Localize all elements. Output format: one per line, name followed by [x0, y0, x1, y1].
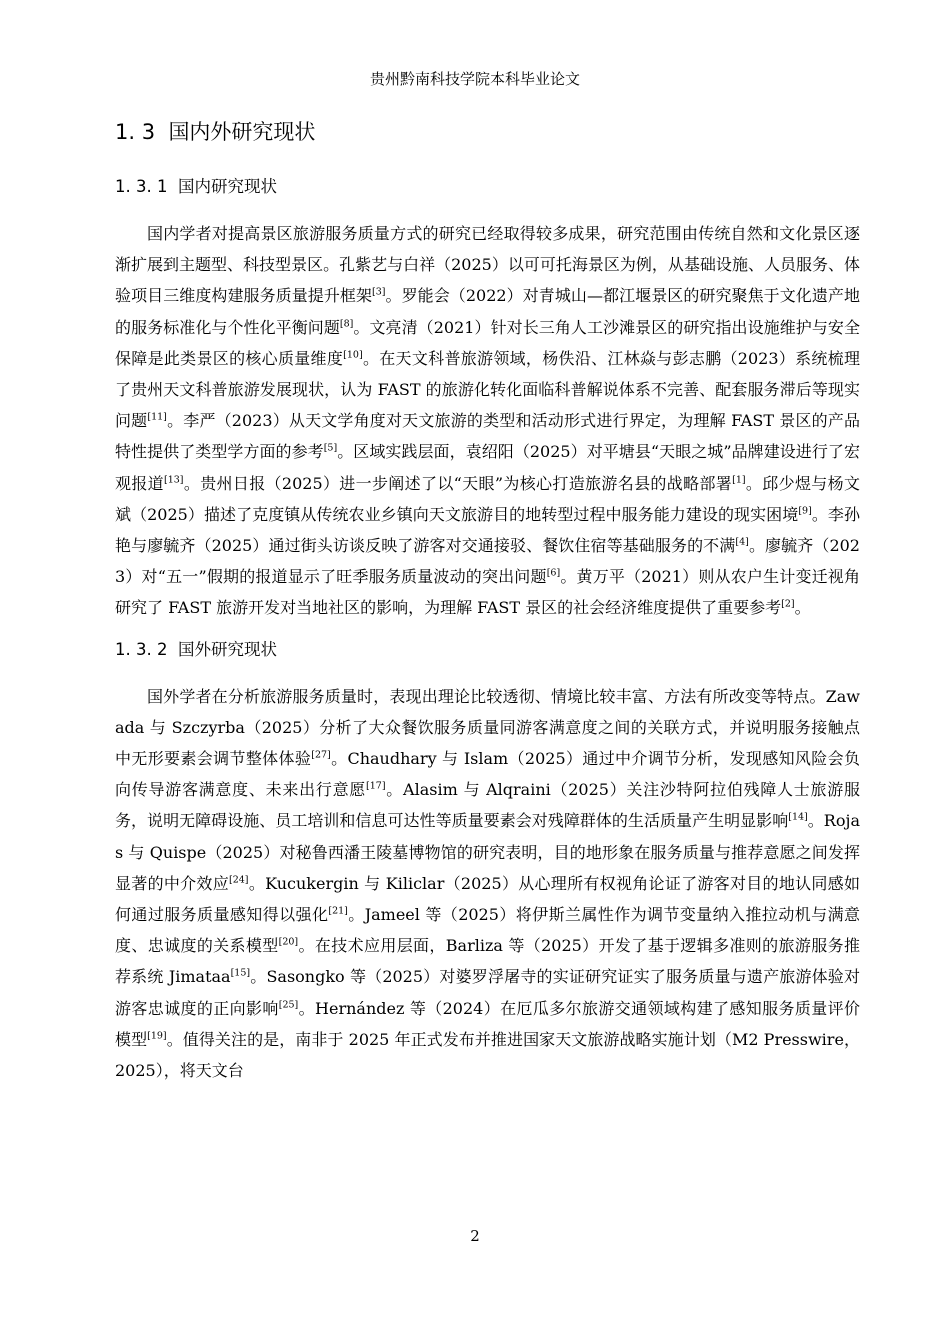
text-segment: 。李严（2023）从天文学角度对天文旅游的类型和活动形式进行界定，为理解 FAST 景区的产品特性提供了类型学方面的参考[5] — [115, 411, 860, 462]
citation-ref: [5] — [323, 443, 338, 455]
text-segment: 。Rojas 与 Quispe（2025）对秘鲁西潘王陵墓博物馆的研究表明，目的地形象在服务质量与推荐意愿之间发挥显著的中介效应[24] — [115, 811, 860, 893]
citation-ref: [27] — [311, 749, 331, 761]
page-number: 2 — [470, 1227, 480, 1245]
text-segment: 。 — [794, 598, 811, 618]
text-segment: 。Hernández 等（2024）在厄瓜多尔旅游交通领域构建了感知服务质量评价模型[19] — [115, 998, 860, 1049]
section-title: 国内外研究现状 — [168, 120, 316, 144]
text-segment: 。Jameel 等（2025）将伊斯兰属性作为调节变量纳入推拉动机与满意度、忠诚度的关系模型[20] — [115, 905, 860, 956]
citation-ref: [6] — [546, 567, 561, 579]
foreign-research-paragraph — [115, 681, 860, 1087]
citation-ref: [15] — [230, 968, 251, 980]
citation-ref: [1] — [732, 474, 746, 486]
text-segment: 。黄万平（2021）则从农户生计变迁视角研究了 FAST 旅游开发对当地社区的影响，为理解 FAST 景区的社会经济维度提供了重要参考[2] — [115, 567, 860, 618]
text-segment: 。李孙艳与廖毓齐（2025）通过街头访谈反映了游客对交通接驳、餐饮住宿等基础服务的不满[4] — [115, 504, 860, 556]
text-segment: 。Kucukergin 与 Kiliclar（2025）从心理所有权视角论证了游客对目的地认同感如何通过服务质量感知得以强化[21] — [115, 873, 860, 925]
page-content — [115, 112, 860, 1086]
domestic-research-paragraph — [115, 218, 860, 624]
citation-ref: [4] — [735, 536, 749, 548]
text-segment: 。在技术应用层面，Barliza 等（2025）开发了基于逻辑多准则的旅游服务推荐系统 Jimataa[15] — [115, 936, 860, 987]
citation-ref: [3] — [372, 287, 386, 299]
citation-ref: [9] — [798, 505, 812, 517]
citation-ref: [2] — [781, 599, 795, 611]
text-segment: 国内学者对提高景区旅游服务质量方式的研究已经取得较多成果，研究范围由传统自然和文化景区逐渐扩展到主题型、科技型景区。孔紫艺与白祥（2025）以可可托海景区为例，从基础设施、人员服务、体验项目三维度构建服务质量提升框架[3] — [115, 224, 860, 306]
subsection-title: 国外研究现状 — [177, 639, 277, 659]
citation-ref: [13] — [164, 474, 184, 486]
citation-ref: [10] — [343, 349, 363, 361]
citation-ref: [11] — [147, 411, 167, 423]
citation-ref: [25] — [278, 999, 299, 1011]
text-segment: 。贵州日报（2025）进一步阐述了以“天眼”为核心打造旅游名县的战略部署[1] — [183, 473, 746, 493]
running-header: 贵州黔南科技学院本科毕业论文 — [369, 70, 580, 88]
text-segment: 国外学者在分析旅游服务质量时，表现出理论比较透彻、情境比较丰富、方法有所改变等特点。Zawada 与 Szczyrba（2025）分析了大众餐饮服务质量同游客满意度之间的关联方式，并说明服务接触点中无形要素会调节整体体验[27] — [115, 686, 860, 769]
text-segment: 。Sasongko 等（2025）对婆罗浮屠寺的实证研究证实了服务质量与遗产旅游体验对游客忠诚度的正向影响[25] — [115, 967, 860, 1018]
section-heading — [115, 112, 860, 152]
subsection-title: 国内研究现状 — [177, 177, 277, 196]
text-segment: 。罗能会（2022）对青城山—都江堰景区的研究聚焦于文化遗产地的服务标准化与个性化平衡问题[8] — [115, 286, 860, 337]
text-segment: 。Chaudhary 与 Islam（2025）通过中介调节分析，发现感知风险会负向传导游客满意度、未来出行意愿[17] — [115, 749, 860, 800]
subsection-heading-foreign — [115, 634, 860, 666]
text-segment: 。在天文科普旅游领域，杨佚沿、江林焱与彭志鹏（2023）系统梳理了贵州天文科普旅游发展现状，认为 FAST 的旅游化转化面临科普解说体系不完善、配套服务滞后等现实问题[11] — [115, 348, 860, 431]
section-number: 1. 3 — [115, 120, 156, 144]
subsection-heading-domestic — [115, 171, 860, 203]
citation-ref: [17] — [366, 780, 386, 792]
text-segment: 。Alasim 与 Alqraini（2025）关注沙特阿拉伯残障人士旅游服务，说明无障碍设施、员工培训和信息可达性等质量要素会对残障群体的生活质量产生明显影响[14] — [115, 780, 860, 831]
text-segment: 。值得关注的是，南非于 2025 年正式发布并推进国家天文旅游战略实施计划（M2 Presswire，2025），将天文台 — [115, 1029, 860, 1081]
citation-ref: [14] — [788, 812, 808, 824]
citation-ref: [24] — [229, 874, 249, 886]
text-segment: 。区域实践层面，袁绍阳（2025）对平塘县“天眼之城”品牌建设进行了宏观报道[13] — [115, 442, 860, 493]
citation-ref: [20] — [278, 936, 299, 948]
subsection-number: 1. 3. 1 — [115, 177, 168, 196]
text-segment: 。文亮清（2021）针对长三角人工沙滩景区的研究指出设施维护与安全保障是此类景区的核心质量维度[10] — [115, 317, 860, 368]
citation-ref: [8] — [339, 318, 354, 330]
text-segment: 。廖毓齐（2023）对“五一”假期的报道显示了旺季服务质量波动的突出问题[6] — [115, 536, 860, 587]
text-segment: 。邱少煜与杨文斌（2025）描述了克度镇从传统农业乡镇向天文旅游目的地转型过程中服务能力建设的现实困境[9] — [115, 473, 860, 524]
subsection-number: 1. 3. 2 — [115, 639, 168, 659]
citation-ref: [21] — [328, 905, 348, 917]
citation-ref: [19] — [147, 1030, 167, 1042]
